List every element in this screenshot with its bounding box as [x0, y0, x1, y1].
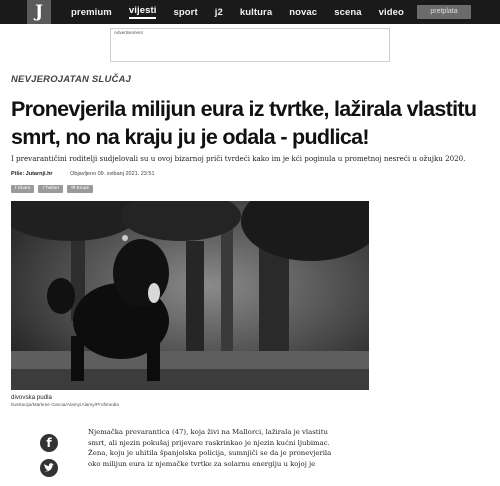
nav-item-video[interactable]: video	[378, 6, 404, 18]
nav-item-premium[interactable]: premium	[71, 6, 112, 18]
image-caption: divovska pudla	[11, 394, 52, 401]
share-facebook-button[interactable]: f Share	[11, 185, 34, 193]
nav-item-j2[interactable]: j2	[214, 6, 223, 18]
twitter-bird-glyph	[40, 459, 58, 477]
nav-item-kultura[interactable]: kultura	[239, 6, 273, 18]
ad-label: Advertisement	[114, 30, 143, 35]
ad-slot[interactable]	[110, 28, 390, 62]
top-navigation-bar	[0, 0, 500, 24]
article-image	[11, 201, 369, 390]
site-logo[interactable]: J	[27, 0, 51, 24]
share-buttons	[11, 185, 97, 193]
article-lead: I prevarantičini roditelji sudjelovali su u ovoj bizarnoj priči tvrdeći kako im je kći poginula u prometnoj nesreći u ožujku 2020.	[11, 154, 466, 163]
facebook-icon[interactable]: f	[40, 434, 58, 452]
main-nav	[71, 0, 421, 24]
article-date: Objavljeno 09. svibanj 2021. 23:51	[70, 171, 155, 177]
article-author: Piše: Jutarnji.hr	[11, 171, 53, 177]
subscribe-button[interactable]: pretplata	[417, 5, 471, 19]
article-title: Pronevjerila milijun eura iz tvrtke, lažirala vlastitu smrt, no na kraju ju je odala - pudlica!	[11, 97, 477, 149]
poodle-photo	[11, 201, 369, 390]
share-twitter-button[interactable]: t Twitter	[38, 185, 63, 193]
article-meta	[11, 171, 155, 177]
nav-item-novac[interactable]: novac	[289, 6, 318, 18]
article-kicker: NEVJEROJATAN SLUČAJ	[11, 74, 132, 85]
nav-item-scena[interactable]: scena	[334, 6, 362, 18]
article-body: Njemačka prevarantica (47), koja živi na Mallorci, lažirala je vlastitu smrt, ali njezin pokušaj prijevare raskrinkao je njezin kućni ljubimac. Žena, koju je uhitila španjolska policija, sumnjiči se da je pronevjerila oko milijun eura iz njemačke tvrtke za solarnu energiju u kojoj je	[88, 428, 332, 469]
share-email-button[interactable]: ✉ Email	[67, 185, 92, 193]
nav-item-vijesti[interactable]: vijesti	[129, 5, 157, 19]
image-credit: Ilustracija/Marlene Garcia/Alamy/Alamy/Profimedia	[11, 403, 119, 408]
nav-item-sport[interactable]: sport	[173, 6, 198, 18]
twitter-icon[interactable]	[40, 459, 58, 477]
